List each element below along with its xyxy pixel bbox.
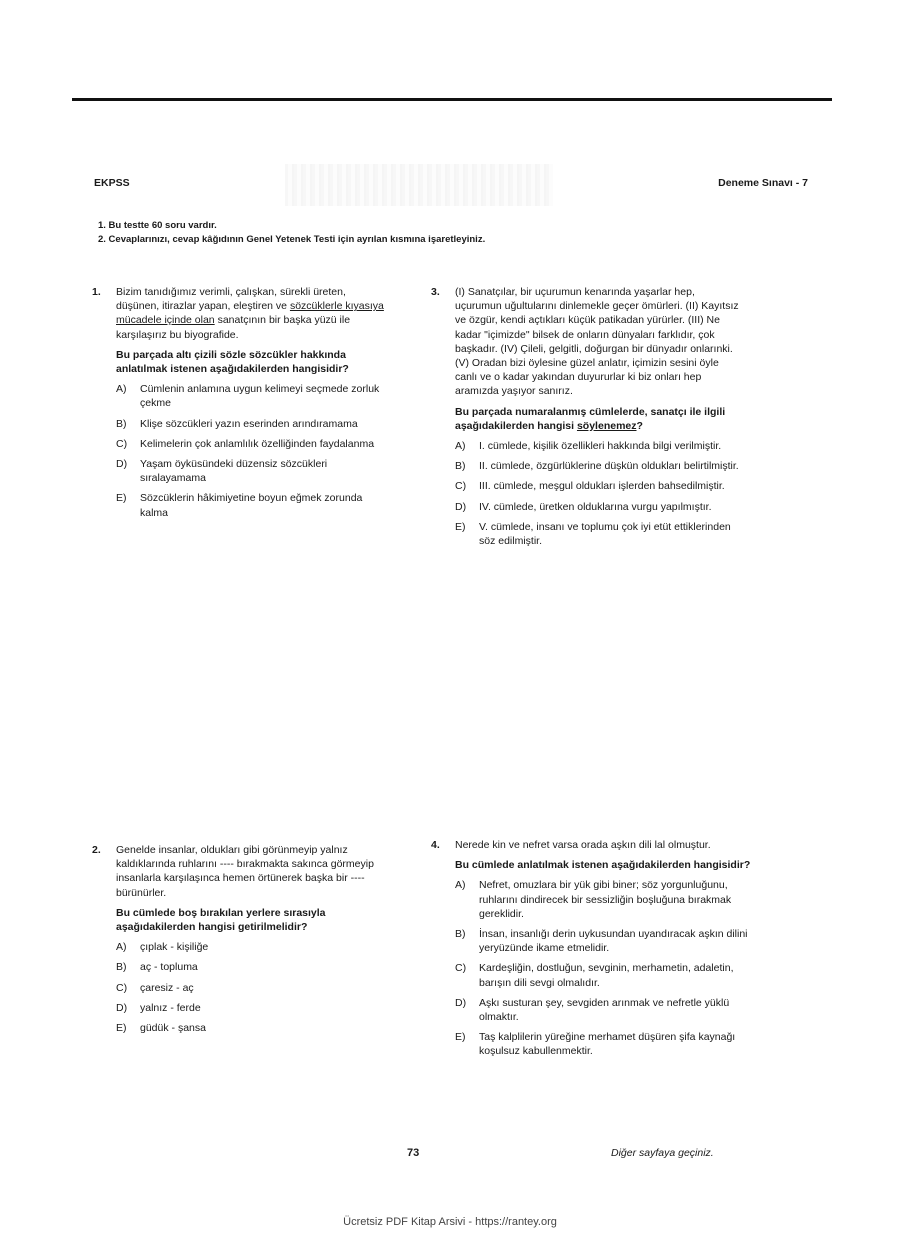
next-page-note: Diğer sayfaya geçiniz. — [611, 1147, 714, 1159]
question-stem: Bu parçada altı çizili sözle sözcükler hakkında anlatılmak istenen aşağıdakilerden hangisidir? — [116, 348, 349, 376]
option-e[interactable]: E) Taş kalplilerin yüreğine merhamet düşüren şifa kaynağı koşulsuz kabullenmektir. — [455, 1031, 736, 1058]
question-number: 1. — [92, 286, 101, 298]
option-b[interactable]: B) İnsan, insanlığı derin uykusundan uyandıracak aşkın dilini yeryüzünde ikame etmelidir. — [455, 928, 748, 955]
question-stem: Bu cümlede anlatılmak istenen aşağıdakilerden hangisidir? — [455, 859, 751, 872]
instructions — [98, 219, 485, 247]
option-d[interactable]: D) yalnız - ferde — [116, 1001, 201, 1014]
question-number: 3. — [431, 286, 440, 298]
scan-noise — [285, 164, 553, 206]
option-c[interactable]: C) Kelimelerin çok anlamlılık özelliğinden faydalanma — [116, 437, 375, 450]
question-3 — [431, 285, 743, 548]
underlined-word: söylenemez — [576, 419, 637, 432]
question-text: Bizim tanıdığımız verimli, çalışkan, sürekli üreten, düşünen, itirazlar yapan, eleştiren ve sözcüklerle kıyasıya mücadele içinde olan sanatçının bir başka yüzü ile karşılaşırız bu biyografide. — [116, 286, 384, 341]
question-number: 4. — [431, 839, 440, 851]
question-text: Nerede kin ve nefret varsa orada aşkın dili lal olmuştur. — [455, 839, 711, 851]
question-text: (I) Sanatçılar, bir uçurumun kenarında yaşarlar hep, uçurumun uğultularını dinlemekle geçer ömürleri. (II) Kayıtsız ve özgür, kendi açtıkları küçük patikadan yürürler. (III) Ne kadar "içimizde" bilsek de onların dünyaları farklıdır, çok başkadır. (IV) Çileli, gelgitli, doğurgan bir dünyadır onlarınki. (V) Oradan bizi öylesine güzel anlatır, içimizin sesini öyle canlı ve o kadar yakından duyururlar ki biz onları hep aramızda yaşıyor sanırız. — [455, 286, 739, 398]
underlined-phrase: sözcüklerle kıyasıya mücadele içinde olan — [116, 300, 384, 327]
option-a[interactable]: A) çıplak - kişiliğe — [116, 941, 209, 954]
instruction-1: 1. Bu testte 60 soru vardır. — [98, 220, 217, 231]
exam-name: EKPSS — [94, 177, 130, 189]
page-number: 73 — [407, 1147, 420, 1159]
question-text: Genelde insanlar, oldukları gibi görünmeyip yalnız kaldıklarında ruhlarını ---- bırakmakta sakınca görmeyip insanlarla karşılaşınca hemen örtünerek başka bir ---- bürünürler. — [116, 844, 374, 899]
option-e[interactable]: E) Sözcüklerin hâkimiyetine boyun eğmek zorunda kalma — [116, 492, 363, 519]
question-stem: Bu parçada numaralanmış cümlelerde, sanatçı ile ilgili aşağıdakilerden hangisi söylenemez? — [455, 405, 726, 432]
option-d[interactable]: D) Yaşam öyküsündeki düzensiz sözcükleri sıralayamama — [116, 458, 328, 485]
option-c[interactable]: C) III. cümlede, meşgul oldukları işlerden bahsedilmiştir. — [455, 480, 725, 493]
option-a[interactable]: A) Cümlenin anlamına uygun kelimeyi seçmede zorluk çekme — [116, 383, 380, 410]
option-c[interactable]: C) Kardeşliğin, dostluğun, sevginin, merhametin, adaletin, barışın dili sevgi olmalıdır. — [455, 962, 734, 989]
option-a[interactable]: A) Nefret, omuzlara bir yük gibi biner; söz yorgunluğunu, ruhlarını dindirecek bir sessizliğin boşluğuna bırakmak gereklidir. — [455, 879, 732, 920]
question-2 — [92, 843, 392, 1035]
question-4 — [431, 838, 751, 1059]
option-e[interactable]: E) güdük - şansa — [116, 1022, 206, 1035]
option-a[interactable]: A) I. cümlede, kişilik özellikleri hakkında bilgi verilmiştir. — [455, 440, 722, 453]
top-rule — [72, 98, 832, 101]
option-b[interactable]: B) Klişe sözcükleri yazın eserinden arındıramama — [116, 417, 358, 430]
source-credit: Ücretsiz PDF Kitap Arsivi - https://rantey.org — [343, 1216, 557, 1228]
option-d[interactable]: D) Aşkı susturan şey, sevgiden arınmak ve nefretle yüklü olmaktır. — [455, 996, 730, 1024]
option-b[interactable]: B) II. cümlede, özgürlüklerine düşkün oldukları belirtilmiştir. — [455, 460, 739, 473]
instruction-2: 2. Cevaplarınızı, cevap kâğıdının Genel Yetenek Testi için ayrılan kısmına işaretleyiniz. — [98, 234, 486, 245]
option-b[interactable]: B) aç - topluma — [116, 961, 198, 974]
question-stem: Bu cümlede boş bırakılan yerlere sırasıyla aşağıdakilerden hangisi getirilmelidir? — [116, 906, 326, 934]
option-e[interactable]: E) V. cümlede, insanı ve toplumu çok iyi etüt ettiklerinden söz edilmiştir. — [455, 520, 731, 548]
exam-title: Deneme Sınavı - 7 — [718, 177, 808, 189]
option-d[interactable]: D) IV. cümlede, üretken olduklarına vurgu yapılmıştır. — [455, 500, 712, 513]
question-number: 2. — [92, 844, 101, 856]
question-1 — [92, 285, 392, 520]
option-c[interactable]: C) çaresiz - aç — [116, 981, 194, 994]
